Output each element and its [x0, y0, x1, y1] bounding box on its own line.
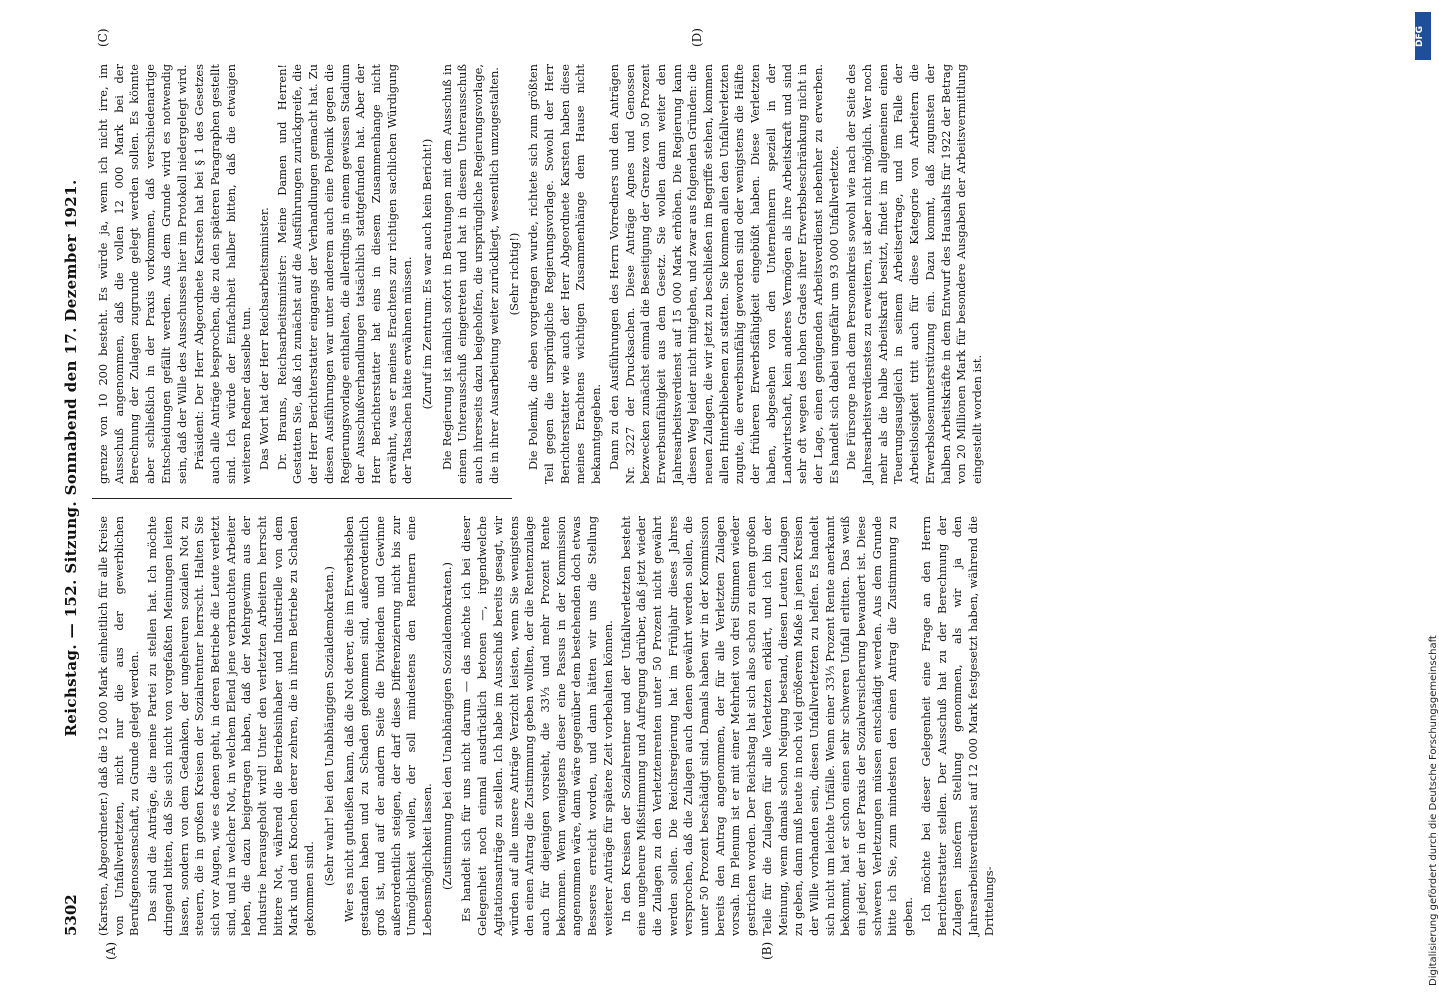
- paragraph: Dr. Brauns, Reichsarbeitsminister: Meine Damen und Herren! Gestatten Sie, daß ich zunächst auf die Ausführungen zurückgreife, die der Herr Berichterstatter eingangs der Verhandlungen gemacht hat. Zu diesen Ausführungen war unter anderem auch eine Polemik gegen die Regierungsvorlage enthalten, die allerdings in einem gewissen Stadium der Ausschußverhandlungen tatsächlich stattgefunden hat. Aber der Herr Berichterstatter hat eins in diesem Zusammenhange nicht erwähnt, was er meines Erachtens zur richtigen sachlichen Würdigung der Tatsachen hätte erwähnen müssen.: [274, 64, 415, 484]
- paragraph: Die Fürsorge nach dem Personenkreis sowohl wie nach der Seite des Jahresarbeitsverdienstes zu erweitern, ist aber nicht möglich. Wer noch mehr als die halbe Arbeitskraft besitzt, findet im allgemeinen einen Teuerungsausgleich in seinem Arbeitsertrage, und im Falle der Arbeitslosigkeit tritt auch für diese Kategorie von Arbeitern die Erwerbslosenunterstützung ein. Dazu kommt, daß zugunsten der halben Arbeitskräfte in dem Entwurf des Haushalts für 1922 der Betrag von 20 Millionen Mark für besondere Ausgaben der Arbeitsvermittlung eingestellt worden ist.: [844, 64, 984, 484]
- paragraph: Präsident: Der Herr Abgeordnete Karsten hat bei § 1 des Gesetzes auch alle Anträge besprochen, die zu den späteren Paragraphen gestellt sind. Ich würde der Einfachheit halber bitten, daß die etwaigen weiteren Redner dasselbe tun.: [192, 64, 254, 484]
- paragraph: Es handelt sich für uns nicht darum — das möchte ich bei dieser Gelegenheit noch einmal ausdrücklich betonen —, irgendwelche Agitationsanträge zu stellen. Ich habe im Ausschuß bereits gesagt, wir würden auf alle unsere Anträge Verzicht leisten, wenn Sie wenigstens den einen Antrag die Zustimmung geben wollten, der die Rentenzulage auch für diejenigen vorsieht, die 33⅓ und mehr Prozent Rente bekommen. Wenn wenigstens dieser eine Passus in der Kommission angenommen wäre, dann wäre gegenüber dem bestehenden doch etwas Besseres erreicht worden, und dann hätten wir uns die Stellung weiterer Anträge für spätere Zeit vorbehalten können.: [459, 516, 615, 936]
- digitization-credit: [1414, 6, 1439, 996]
- paragraph: Wer es nicht gutheißen kann, daß die Not derer, die im Erwerbsleben gestanden haben und zu Schaden gekommen sind, außerordentlich groß ist, und auf der andern Seite die Dividenden und Gewinne außerordentlich steigen, der darf diese Differenzierung nicht bis zur Unmöglichkeit wollen, der soll mindestens den Rentnern eine Lebensmöglichkeit lassen.: [341, 516, 435, 936]
- paragraph: In den Kreisen der Sozialrentner und der Unfallverletzten besteht eine ungeheure Mißstimmung und Aufregung darüber, daß jetzt wieder die Zulagen zu den Verletztenrenten unter 50 Prozent nicht gewährt werden sollen. Die Reichsregierung hat im Frühjahr dieses Jahres versprochen, daß die Zulagen auch denen gewährt werden sollen, die unter 50 Prozent beschädigt sind. Damals haben wir in der Kommission bereits den Antrag angenommen, der für alle Verletzten Zulagen vorsah. Im Plenum ist er mit einer Mehrheit von drei Stimmen wieder gestrichen worden. Der Reichstag hat sich also schon zu einem großen Teile für die Zulagen für alle Verletzten erklärt, und ich bin der Meinung, wenn damals schon Neigung bestand, diesen Leuten Zulagen zu geben, dann muß heute in noch viel größerem Maße in jenen Kreisen der Wille vorhanden sein, diesen Unfallverletzten zu helfen. Es handelt sich nicht um leichte Unfälle. Wenn einer 33⅓ Prozent Rente anerkannt bekommt, hat er schon einen sehr schweren Unfall erlitten. Das weiß ein jeder, der in der Praxis der Sozialversicherung bewandert ist. Diese schweren Verletzungen müssen entschädigt werden. Aus dem Grunde bitte ich Sie, zum mindesten den einen Antrag die Zustimmung zu geben.: [618, 516, 916, 936]
- interjection: (Sehr wahr! bei den Unabhängigen Sozialdemokraten.): [321, 566, 336, 886]
- left-column: [96, 516, 999, 936]
- page-number: 5302: [62, 894, 80, 936]
- right-column: [96, 64, 988, 484]
- paragraph: Die Polemik, die eben vorgetragen wurde, richtete sich zum größten Teil gegen die ursprüngliche Regierungsvorlage. Sowohl der Herr Berichterstatter wie auch der Herr Abgeordnete Karsten haben diese meines Erachtens wichtigen Zusammenhänge dem Hause nicht bekanntgegeben.: [526, 64, 604, 484]
- margin-marker-d: (D): [690, 28, 704, 47]
- page-title: Reichstag. — 152. Sitzung. Sonnabend den 17. Dezember 1921.: [62, 179, 80, 737]
- margin-marker-c: (C): [96, 28, 110, 47]
- paragraph: Das sind die Anträge, die meine Partei zu stellen hat. Ich möchte dringend bitten, daß Sie sich nicht von vorgefaßten Meinungen leiten lassen, sondern von dem Gedanken, der ungeheuren sozialen Not zu steuern, die in großen Kreisen der Sozialrentner herrscht. Halten Sie sich vor Augen, wie es denen geht, in deren Betriebe die Leute verletzt sind, und in welcher Not, in welchem Elend jene verbrauchten Arbeiter leben, die dazu beigetragen haben, daß der Mehrgewinn aus der Industrie herausgeholt wird! Unter den verletzten Arbeitern herrscht bittere Not, während die Betriebsinhaber und Industrielle von dem Mark und den Knochen derer zehren, die in ihrem Betriebe zu Schaden gekommen sind.: [145, 516, 317, 936]
- margin-marker-a: (A): [104, 941, 118, 960]
- credit-text: Digitalisierung gefördert durch die Deutsche Forschungsgemeinschaft: [1428, 635, 1439, 986]
- paragraph: Das Wort hat der Herr Reichsarbeitsminister.: [257, 207, 272, 470]
- interjection: (Sehr richtig!): [506, 232, 521, 316]
- page-header: [58, 40, 86, 936]
- interjection: (Zustimmung bei den Unabhängigen Sozialdemokraten.): [439, 562, 454, 890]
- interjection: (Zuruf im Zentrum: Es war auch kein Bericht!): [420, 138, 435, 410]
- paragraph: (Karsten, Abgeordneter.) daß die 12 000 Mark einheitlich für alle Kreise von Unfallverletzten, nicht nur die aus der gewerblichen Berufsgenossenschaft, zu Grunde gelegt werden.: [96, 516, 142, 936]
- paragraph: Die Regierung ist nämlich sofort in Beratungen mit dem Ausschuß in einem Unterausschuß eingetreten und hat in diesem Unterausschuß auch ihrerseits dazu beigeholfen, die ursprüngliche Regierungsvorlage, die in ihrer Ausarbeitung weiter zurückliegt, wesentlich umzugestalten.: [439, 64, 501, 484]
- paragraph: Dann zu den Ausführungen des Herrn Vorredners und den Anträgen Nr. 3227 der Drucksachen. Diese Anträge Agnes und Genossen bezwecken zunächst einmal die Beseitigung der Grenze von 50 Prozent Erwerbsunfähigkeit aus dem Gesetz. Sie wollen dann weiter den Jahresarbeitsverdienst auf 15 000 Mark erhöhen. Die Regierung kann diesen Weg leider nicht mitgehen, und zwar aus folgenden Gründen: die neuen Zulagen, die wir jetzt zu beschließen im Begriffe stehen, kommen allen Hinterbliebenen zu statten. Sie kommen allen den Unfallverletzten zugute, die erwerbsunfähig geworden sind oder wenigstens die Hälfte der früheren Erwerbsfähigkeit eingebüßt haben. Diese Verletzten haben, abgesehen von den Unternehmern speziell in der Landwirtschaft, kein anderes Vermögen als ihre Arbeitskraft und sind sehr oft wegen des hohen Grades ihrer Erwerbsbeschränkung nicht in der Lage, einen genügenden Arbeitsverdienst nebenher zu erwerben. Es handelt sich dabei ungefähr um 93 000 Unfallverletzte.: [606, 64, 841, 484]
- paragraph: Ich möchte bei dieser Gelegenheit eine Frage an den Herrn Berichterstatter stellen. Der Ausschuß hat zu der Berechnung der Zulagen insofern Stellung genommen, als wir ja den Jahresarbeitsverdienst auf 12 000 Mark festgesetzt haben, während die Drittelungs-: [918, 516, 996, 936]
- column-divider: [92, 498, 512, 499]
- dfg-logo: DFG: [1415, 12, 1431, 60]
- margin-marker-b: (B): [760, 941, 774, 960]
- paragraph: grenze von 10 200 besteht. Es würde ja, wenn ich nicht irre, im Ausschuß angenommen, daß die vollen 12 000 Mark bei der Berechnung der Zulagen zugrunde gelegt werden sollen. Es könnte aber schließlich in der Praxis vorkommen, daß verschiedenartige Entscheidungen gefällt werden. Aus dem Grunde wird es notwendig sein, daß der Wille des Ausschusses hier im Protokoll niedergelegt wird.: [96, 64, 189, 484]
